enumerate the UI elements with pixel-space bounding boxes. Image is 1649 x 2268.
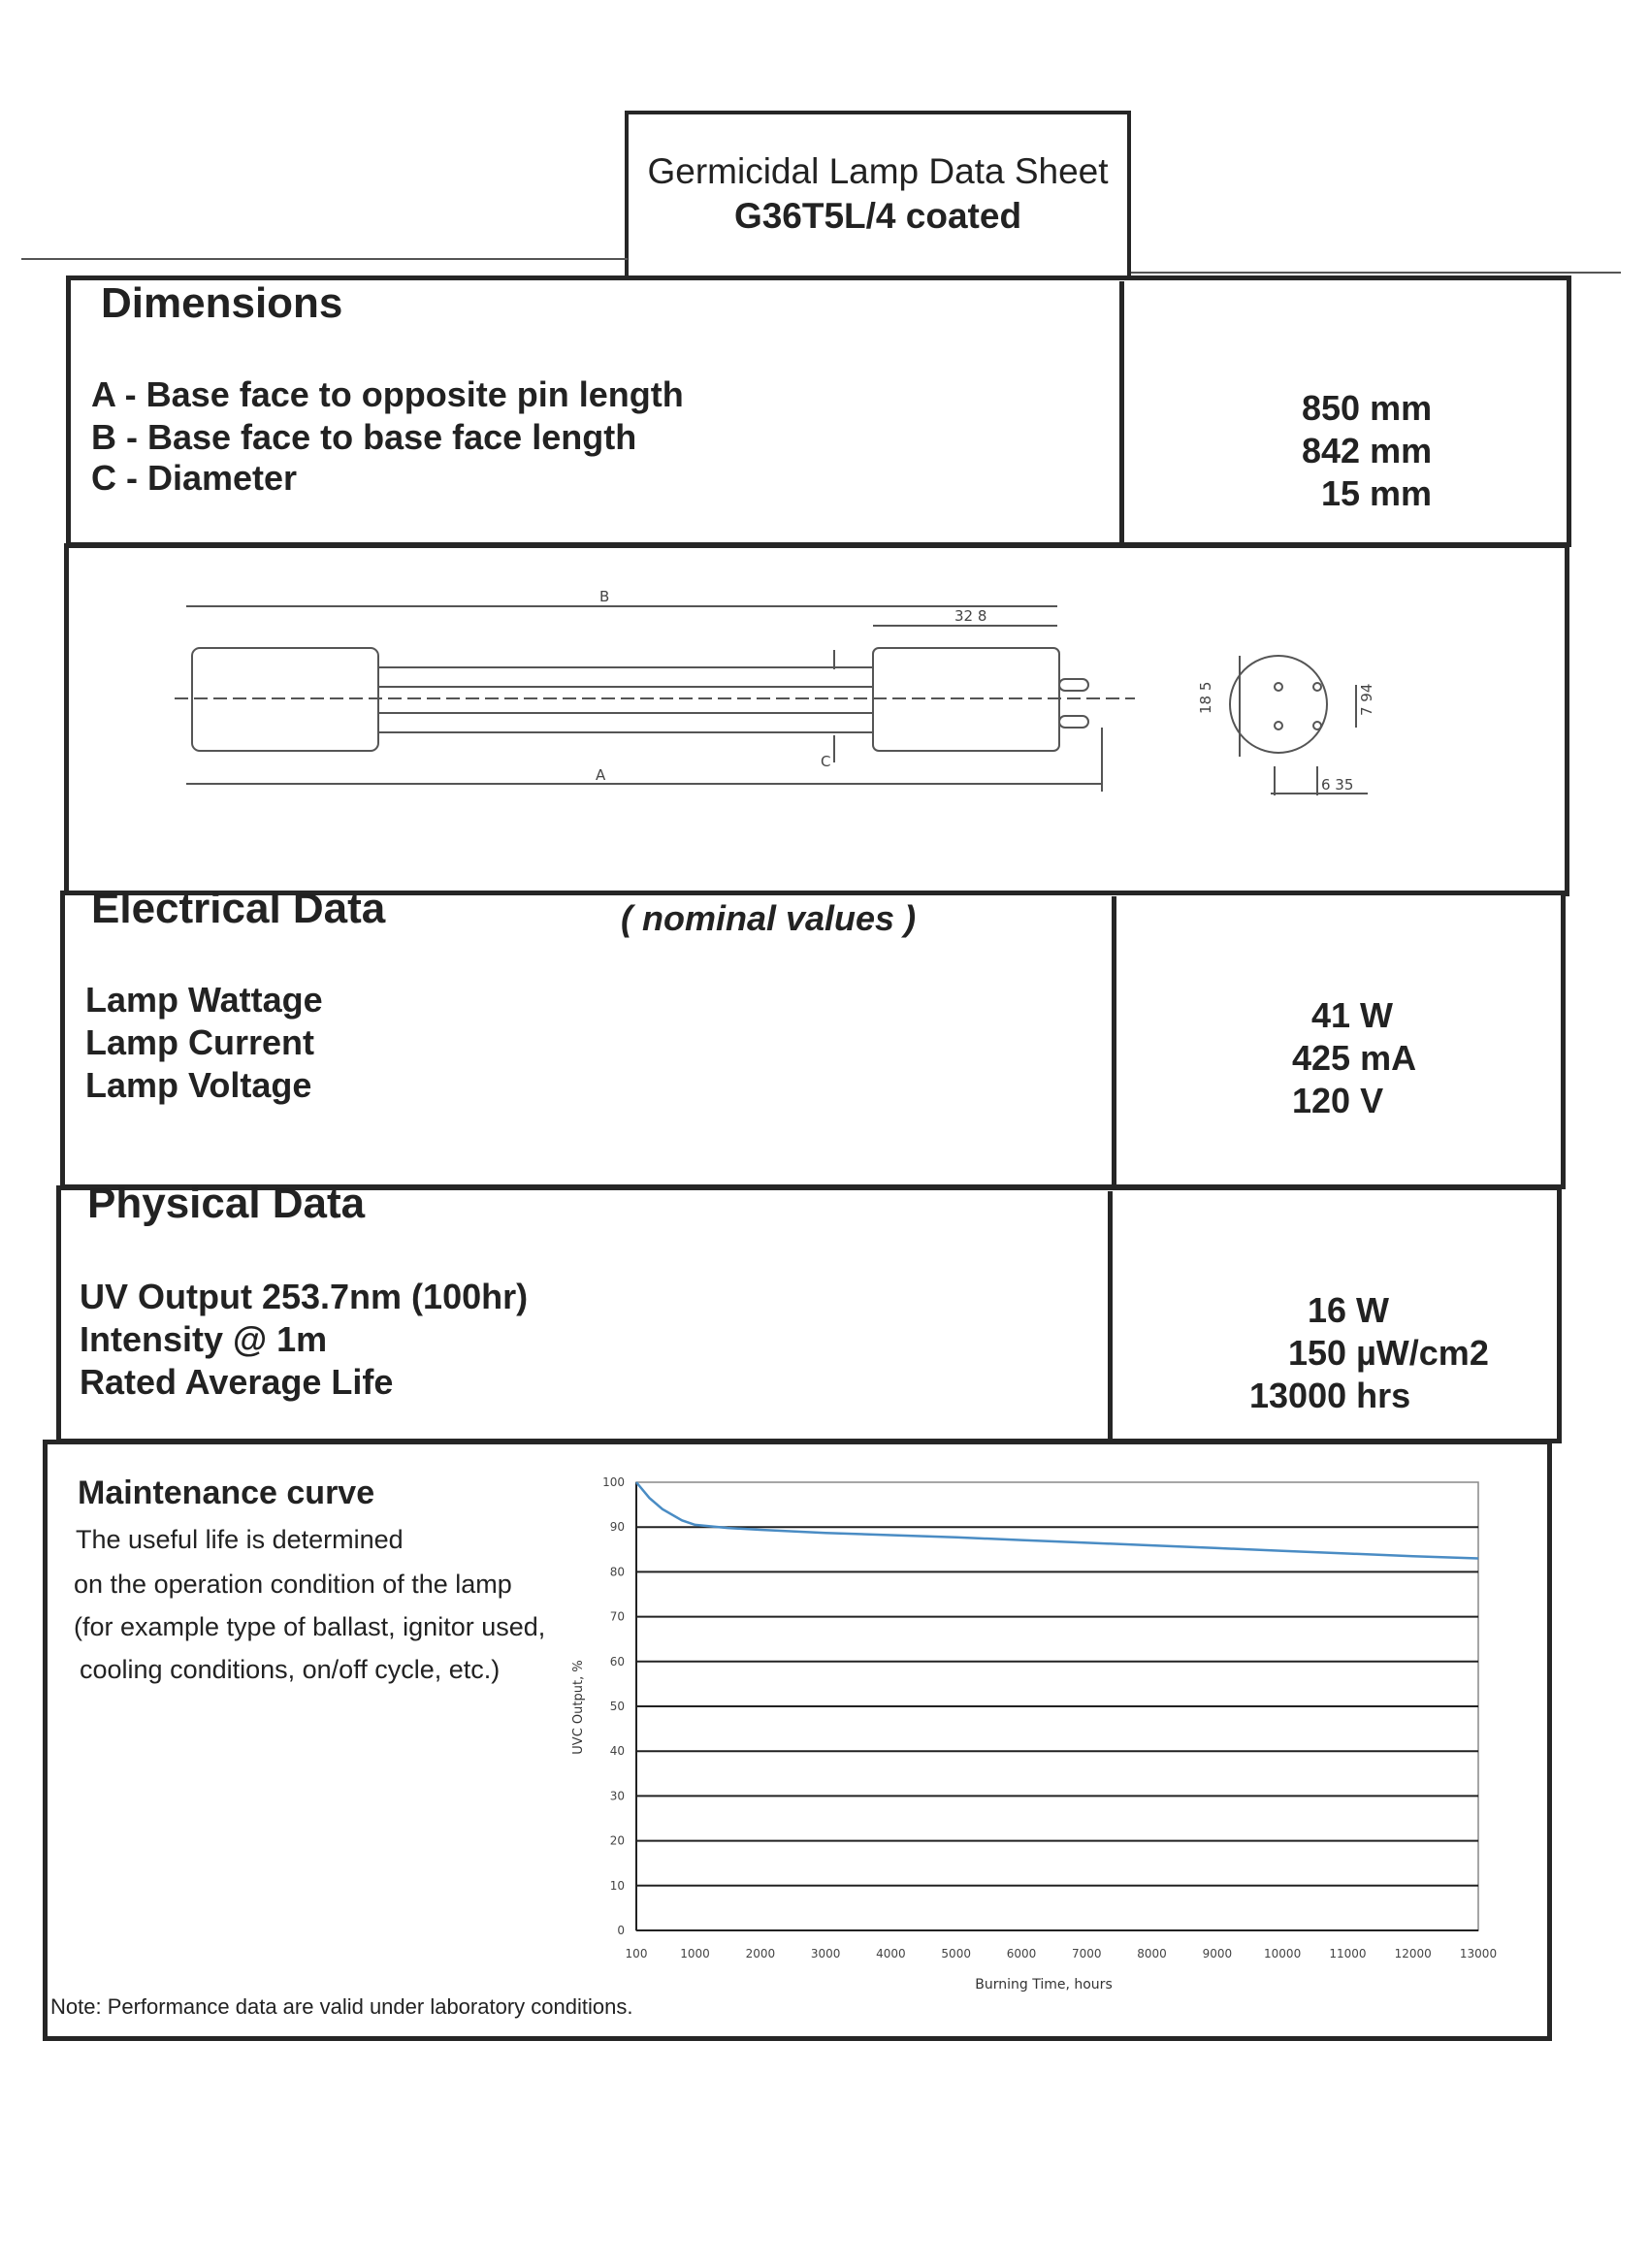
- dimension-label-a: A - Base face to opposite pin length: [91, 374, 684, 414]
- x-tick-label: 100: [625, 1947, 648, 1960]
- x-tick-label: 7000: [1072, 1947, 1102, 1960]
- maintenance-line-4: cooling conditions, on/off cycle, etc.): [80, 1655, 501, 1684]
- laboratory-note: Note: Performance data are valid under laboratory conditions.: [50, 1994, 633, 2019]
- uv-output-value: 16 W: [1308, 1290, 1390, 1330]
- x-tick-label: 10000: [1264, 1947, 1302, 1960]
- x-tick-label: 5000: [941, 1947, 971, 1960]
- y-tick-label: 70: [609, 1609, 625, 1624]
- x-tick-label: 8000: [1137, 1947, 1167, 1960]
- y-tick-label: 30: [609, 1789, 625, 1803]
- y-tick-label: 100: [602, 1475, 625, 1489]
- maintenance-heading: Maintenance curve: [78, 1474, 375, 1511]
- dimensions-divider: [1119, 281, 1124, 543]
- dimension-c-marker: C: [821, 753, 831, 770]
- y-tick-label: 90: [609, 1520, 625, 1535]
- pin-spacing-v-label: 7 94: [1358, 683, 1375, 716]
- intensity-label: Intensity @ 1m: [80, 1319, 328, 1359]
- rated-life-value: 13000 hrs: [1249, 1376, 1411, 1415]
- y-tick-label: 20: [609, 1833, 625, 1848]
- x-tick-label: 9000: [1202, 1947, 1233, 1960]
- x-tick-label: 2000: [745, 1947, 776, 1960]
- rated-life-label: Rated Average Life: [80, 1362, 394, 1402]
- lamp-voltage-label: Lamp Voltage: [85, 1065, 312, 1105]
- lamp-current-label: Lamp Current: [85, 1022, 315, 1062]
- dimension-label-b: B - Base face to base face length: [91, 417, 637, 457]
- y-tick-label: 60: [609, 1654, 625, 1669]
- maintenance-line-2: on the operation condition of the lamp: [74, 1570, 512, 1599]
- x-axis-label: Burning Time, hours: [975, 1977, 1113, 1993]
- maintenance-line-1: The useful life is determined: [76, 1525, 404, 1554]
- x-tick-label: 13000: [1459, 1947, 1498, 1960]
- y-tick-label: 50: [609, 1700, 625, 1713]
- uv-maintenance-chart: [543, 1455, 1513, 1998]
- uv-output-label: UV Output 253.7nm (100hr): [80, 1277, 529, 1316]
- electrical-divider: [1112, 896, 1116, 1185]
- dimension-value-b: 842 mm: [1302, 431, 1433, 470]
- y-tick-label: 40: [609, 1744, 625, 1759]
- x-tick-label: 3000: [810, 1947, 841, 1960]
- y-tick-label: 10: [609, 1878, 625, 1893]
- x-tick-label: 1000: [680, 1947, 710, 1960]
- maintenance-line-3: (for example type of ballast, ignitor used,: [74, 1612, 546, 1641]
- dimensions-heading: Dimensions: [101, 279, 343, 327]
- physical-heading: Physical Data: [87, 1180, 366, 1227]
- lamp-model: G36T5L/4 coated: [733, 196, 1022, 236]
- pin-spacing-h-label: 6 35: [1321, 776, 1354, 794]
- y-tick-label: 0: [617, 1924, 625, 1937]
- y-tick-label: 80: [609, 1565, 625, 1579]
- x-tick-label: 12000: [1394, 1947, 1432, 1960]
- intensity-value: 150 µW/cm2: [1288, 1333, 1489, 1373]
- x-tick-label: 4000: [876, 1947, 906, 1960]
- dimension-value-a: 850 mm: [1302, 388, 1433, 428]
- cap-length-label: 32 8: [954, 607, 987, 625]
- lamp-technical-drawing: [165, 572, 1426, 815]
- nominal-values-note: ( nominal values ): [621, 898, 917, 938]
- dimension-label-c: C - Diameter: [91, 458, 298, 498]
- dimension-a-marker: A: [596, 766, 606, 784]
- sheet-title: Germicidal Lamp Data Sheet: [647, 151, 1109, 191]
- y-axis-label: UVC Output, %: [571, 1660, 586, 1755]
- top-rule-right: [1131, 272, 1621, 274]
- title-block: [625, 111, 1131, 283]
- lamp-wattage-label: Lamp Wattage: [85, 980, 323, 1020]
- x-tick-label: 11000: [1329, 1947, 1367, 1960]
- lamp-current-value: 425 mA: [1292, 1038, 1417, 1078]
- uvc-output-curve: [636, 1482, 1478, 1559]
- physical-divider: [1108, 1191, 1113, 1440]
- end-diameter-label: 18 5: [1197, 681, 1214, 714]
- electrical-heading: Electrical Data: [91, 885, 386, 932]
- lamp-wattage-value: 41 W: [1311, 995, 1394, 1035]
- dimension-b-marker: B: [599, 588, 610, 605]
- dimension-value-c: 15 mm: [1321, 473, 1433, 513]
- x-tick-label: 6000: [1006, 1947, 1037, 1960]
- top-rule-left: [21, 258, 628, 260]
- lamp-voltage-value: 120 V: [1292, 1081, 1384, 1120]
